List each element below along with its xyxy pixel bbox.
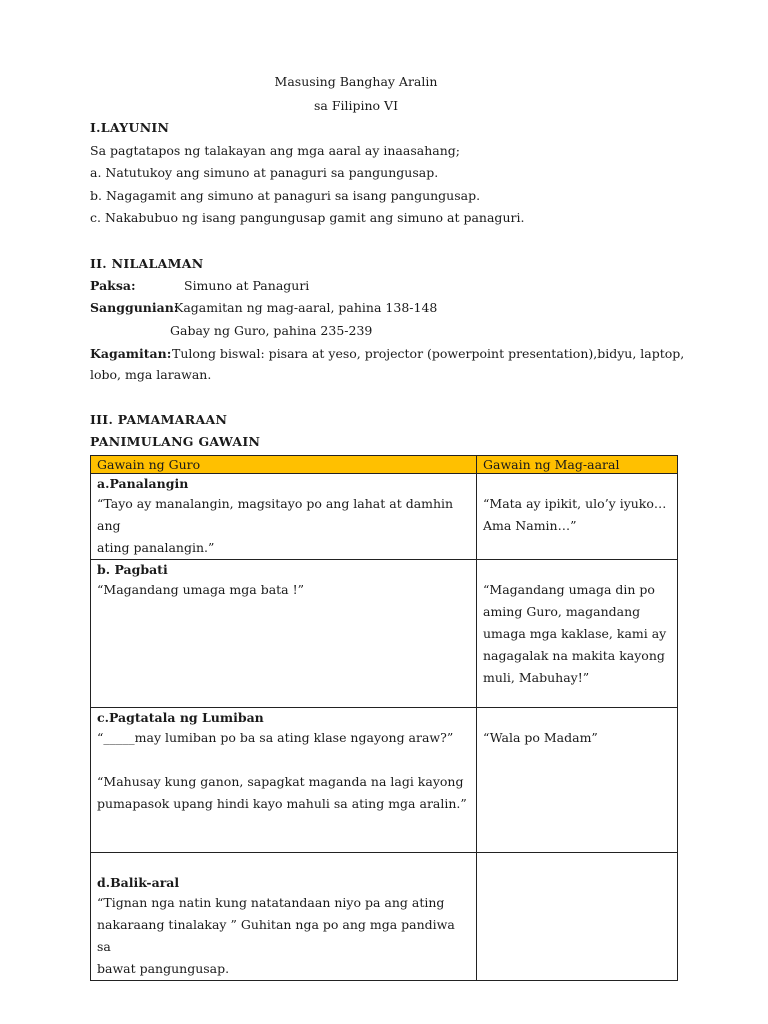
paksa-value: Simuno at Panaguri xyxy=(184,278,310,293)
mag-aaral-text: Ama Namin…” xyxy=(483,518,577,533)
table-row xyxy=(91,853,678,981)
layunin-item-a: a. Natutukoy ang simuno at panaguri sa pangungusap. xyxy=(90,165,439,180)
mag-aaral-text: “Mata ay ipikit, ulo’y iyuko… xyxy=(483,496,667,511)
mag-aaral-text: “Magandang umaga din po xyxy=(483,582,655,597)
row-title-pagbati: b. Pagbati xyxy=(97,562,168,577)
mag-aaral-text: nagagalak na makita kayong xyxy=(483,648,665,663)
table-row xyxy=(91,560,678,708)
guro-text: “Tayo ay manalangin, magsitayo po ang lahat at damhin ang xyxy=(97,496,454,533)
table-row xyxy=(91,708,678,853)
sanggunian-value-2: Gabay ng Guro, pahina 235-239 xyxy=(170,323,373,338)
mag-aaral-cell xyxy=(477,853,678,981)
guro-text: “Magandang umaga mga bata !” xyxy=(97,582,305,597)
layunin-item-c: c. Nakabubuo ng isang pangungusap gamit ang simuno at panaguri. xyxy=(90,210,525,225)
guro-cell xyxy=(91,474,477,560)
guro-cell xyxy=(91,853,477,981)
kagamitan-value-1: Tulong biswal: pisara at yeso, projector (powerpoint presentation),bidyu, laptop, xyxy=(172,346,685,361)
paksa-row xyxy=(90,278,309,293)
subheading-panimulang-gawain: PANIMULANG GAWAIN xyxy=(90,434,261,449)
guro-text: pumapasok upang hindi kayo mahuli sa ating mga aralin.” xyxy=(97,796,467,811)
paksa-label: Paksa: xyxy=(90,278,136,293)
activity-table xyxy=(90,455,678,981)
mag-aaral-text: aming Guro, magandang xyxy=(483,604,641,619)
sanggunian-row xyxy=(90,300,437,315)
table-header-row xyxy=(91,456,678,474)
document-subtitle: sa Filipino VI xyxy=(313,98,399,113)
row-title-panalangin: a.Panalangin xyxy=(97,476,189,491)
section-heading-nilalaman: II. NILALAMAN xyxy=(90,256,204,271)
guro-text: nakaraang tinalakay ” Guhitan nga po ang mga pandiwa sa xyxy=(97,917,455,954)
row-title-balik-aral: d.Balik-aral xyxy=(97,875,180,890)
guro-text: “Tignan nga natin kung natatandaan niyo pa ang ating xyxy=(97,895,445,910)
kagamitan-label: Kagamitan: xyxy=(90,346,172,361)
guro-text: “Mahusay kung ganon, sapagkat maganda na lagi kayong xyxy=(97,774,464,789)
section-heading-layunin: I.LAYUNIN xyxy=(90,120,170,135)
mag-aaral-text: umaga mga kaklase, kami ay xyxy=(483,626,667,641)
layunin-item-b: b. Nagagamit ang simuno at panaguri sa isang pangungusap. xyxy=(90,188,481,203)
guro-cell xyxy=(91,560,477,708)
mag-aaral-cell xyxy=(477,708,678,853)
guro-text: “_____may lumiban po ba sa ating klase ngayong araw?” xyxy=(97,730,454,745)
section-heading-pamamaraan: III. PAMAMARAAN xyxy=(90,412,228,427)
kagamitan-row xyxy=(90,346,684,361)
sanggunian-value-1: Kagamitan ng mag-aaral, pahina 138-148 xyxy=(174,300,438,315)
guro-text: bawat pangungusap. xyxy=(97,961,230,976)
guro-cell xyxy=(91,708,477,853)
mag-aaral-cell xyxy=(477,560,678,708)
header-gawain-guro: Gawain ng Guro xyxy=(91,456,477,474)
mag-aaral-text: “Wala po Madam” xyxy=(483,730,598,745)
kagamitan-value-2: lobo, mga larawan. xyxy=(90,367,212,382)
table-row xyxy=(91,474,678,560)
mag-aaral-cell xyxy=(477,474,678,560)
header-gawain-mag-aaral: Gawain ng Mag-aaral xyxy=(477,456,678,474)
sanggunian-label: Sanggunian: xyxy=(90,300,179,315)
document-title: Masusing Banghay Aralin xyxy=(274,74,438,89)
row-title-pagtatala: c.Pagtatala ng Lumiban xyxy=(97,710,264,725)
guro-text: ating panalangin.” xyxy=(97,540,215,555)
mag-aaral-text: muli, Mabuhay!” xyxy=(483,670,590,685)
layunin-intro: Sa pagtatapos ng talakayan ang mga aaral ay inaasahang; xyxy=(90,143,460,158)
